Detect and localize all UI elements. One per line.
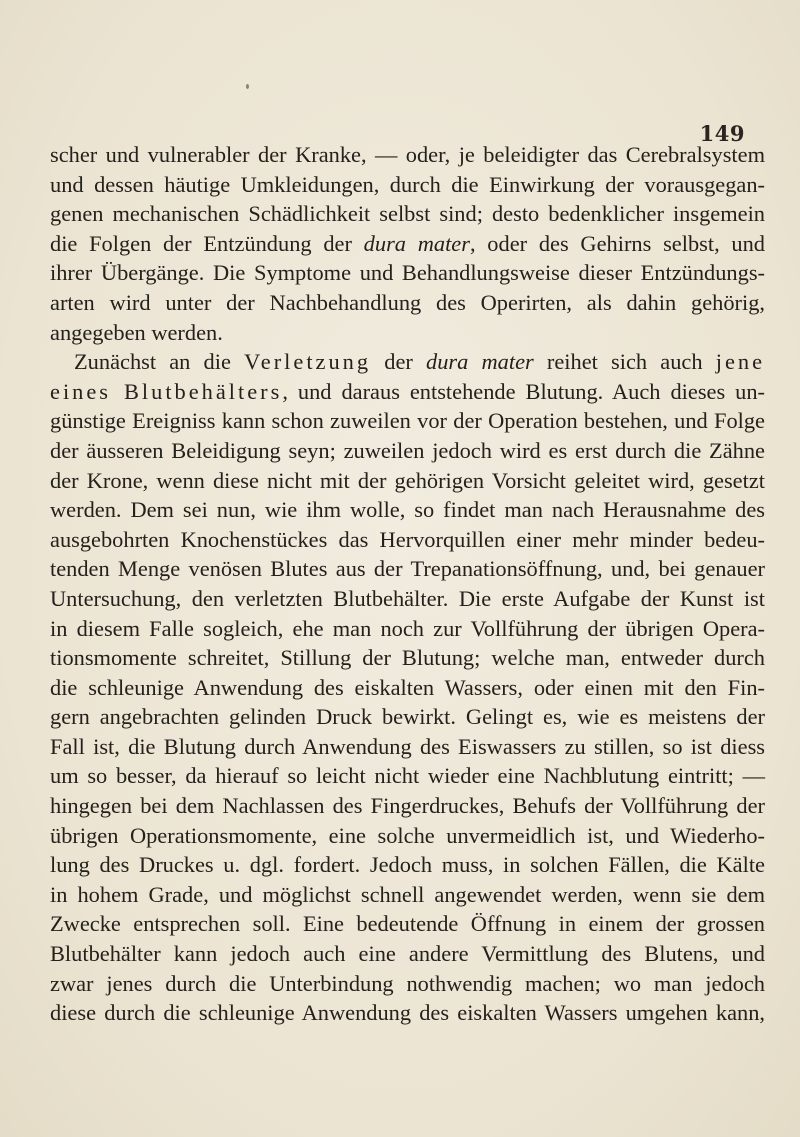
text-run: um so besser, da hierauf so leicht nicht wieder eine Nachblutung eintritt; — <box>50 763 765 789</box>
text-run: Zunächst an die <box>74 349 245 375</box>
text-run: die schleunige Anwendung des eiskalten Wassers, oder einen mit den Fin- <box>50 674 765 700</box>
text-line <box>50 495 765 525</box>
text-run: hingegen bei dem Nachlassen des Fingerdruckes, Behufs der Vollführung der <box>50 793 765 819</box>
text-line <box>50 170 765 200</box>
text-line <box>50 998 765 1028</box>
text-line <box>50 614 765 644</box>
text-run: tionsmomente schreitet, Stillung der Blutung; welche man, entweder durch <box>50 645 765 671</box>
text-line <box>50 554 765 584</box>
text-run: die Folgen der Entzündung der <box>50 230 364 256</box>
text-run: reihet sich auch <box>533 349 716 375</box>
text-run: Zwecke entsprechen soll. Eine bedeutende Öffnung in einem der grossen <box>50 911 765 937</box>
text-run: Blutbehälter kann jedoch auch eine andere Vermittlung des Blutens, und <box>50 941 765 967</box>
text-run: lung des Druckes u. dgl. fordert. Jedoch muss, in solchen Fällen, die Kälte <box>50 852 765 878</box>
text-line <box>50 318 765 348</box>
text-run: in hohem Grade, und möglichst schnell angewendet werden, wenn sie dem <box>50 881 765 907</box>
text-line <box>50 791 765 821</box>
text-run: Fall ist, die Blutung durch Anwendung des Eiswassers zu stillen, so ist diess <box>50 733 765 759</box>
text-line <box>50 969 765 999</box>
text-line <box>50 229 765 259</box>
text-run: , oder des Gehirns selbst, und <box>469 230 765 256</box>
text-run: in diesem Falle sogleich, ehe man noch zur Vollführung der übrigen Opera- <box>50 615 765 641</box>
text-line <box>50 406 765 436</box>
text-run: arten wird unter der Nachbehandlung des Operirten, als dahin gehörig, <box>50 289 765 315</box>
text-run: Untersuchung, den verletzten Blutbehälter. Die erste Aufgabe der Kunst ist <box>50 585 765 611</box>
text-run: genen mechanischen Schädlichkeit selbst sind; desto bedenklicher insgemein <box>50 201 765 227</box>
text-line <box>50 939 765 969</box>
text-line <box>50 288 765 318</box>
text-line <box>50 584 765 614</box>
text-line <box>50 199 765 229</box>
text-line <box>50 909 765 939</box>
text-run: der äusseren Beleidigung seyn; zuweilen jedoch wird es erst durch die Zähne <box>50 437 765 463</box>
text-line <box>50 850 765 880</box>
text-run: gern angebrachten gelinden Druck bewirkt. Gelingt es, wie es meistens der <box>50 704 765 730</box>
text-line <box>50 643 765 673</box>
text-run: ausgebohrten Knochenstückes das Hervorquillen einer mehr minder bedeu- <box>50 526 765 552</box>
text-line <box>50 880 765 910</box>
text-line <box>50 673 765 703</box>
text-run: scher und vulnerabler der Kranke, — oder, je beleidigter das Cerebralsystem <box>50 142 765 167</box>
italic-term: dura mater <box>363 230 470 256</box>
spaced-emphasis: jene <box>715 349 766 375</box>
text-run: tenden Menge venösen Blutes aus der Trepanationsöffnung, und, bei genauer <box>50 556 765 582</box>
text-run: , und daraus entstehende Blutung. Auch dieses un- <box>282 378 765 404</box>
italic-term: dura mater <box>426 349 534 375</box>
text-line <box>50 347 765 377</box>
text-line <box>50 377 765 407</box>
spaced-emphasis: eines Blutbehälters <box>50 378 283 404</box>
text-line <box>50 761 765 791</box>
text-line <box>50 466 765 496</box>
text-line <box>50 821 765 851</box>
text-run: angegeben werden. <box>50 319 223 345</box>
text-run: diese durch die schleunige Anwendung des eiskalten Wassers umgehen kann, <box>50 1000 765 1026</box>
paper-speck <box>246 84 249 89</box>
text-run: ihrer Übergänge. Die Symptome und Behandlungsweise dieser Entzündungs- <box>50 260 765 286</box>
page-number: 149 <box>699 121 745 146</box>
text-line <box>50 525 765 555</box>
text-run: der <box>371 349 427 375</box>
text-line <box>50 140 765 170</box>
text-run: zwar jenes durch die Unterbindung nothwendig machen; wo man jedoch <box>50 970 765 996</box>
text-run: übrigen Operationsmomente, eine solche unvermeidlich ist, und Wiederho- <box>50 822 765 848</box>
text-line <box>50 258 765 288</box>
text-run: werden. Dem sei nun, wie ihm wolle, so findet man nach Herausnahme des <box>50 497 765 523</box>
body-text <box>50 140 765 1028</box>
text-line <box>50 702 765 732</box>
text-line <box>50 436 765 466</box>
text-run: und dessen häutige Umkleidungen, durch die Einwirkung der vorausgegan- <box>50 171 765 197</box>
spaced-emphasis: Verletzung <box>244 349 372 375</box>
text-line <box>50 732 765 762</box>
text-run: der Krone, wenn diese nicht mit der gehörigen Vorsicht geleitet wird, gesetzt <box>50 467 765 493</box>
text-run: günstige Ereigniss kann schon zuweilen vor der Operation bestehen, und Folge <box>50 408 765 434</box>
